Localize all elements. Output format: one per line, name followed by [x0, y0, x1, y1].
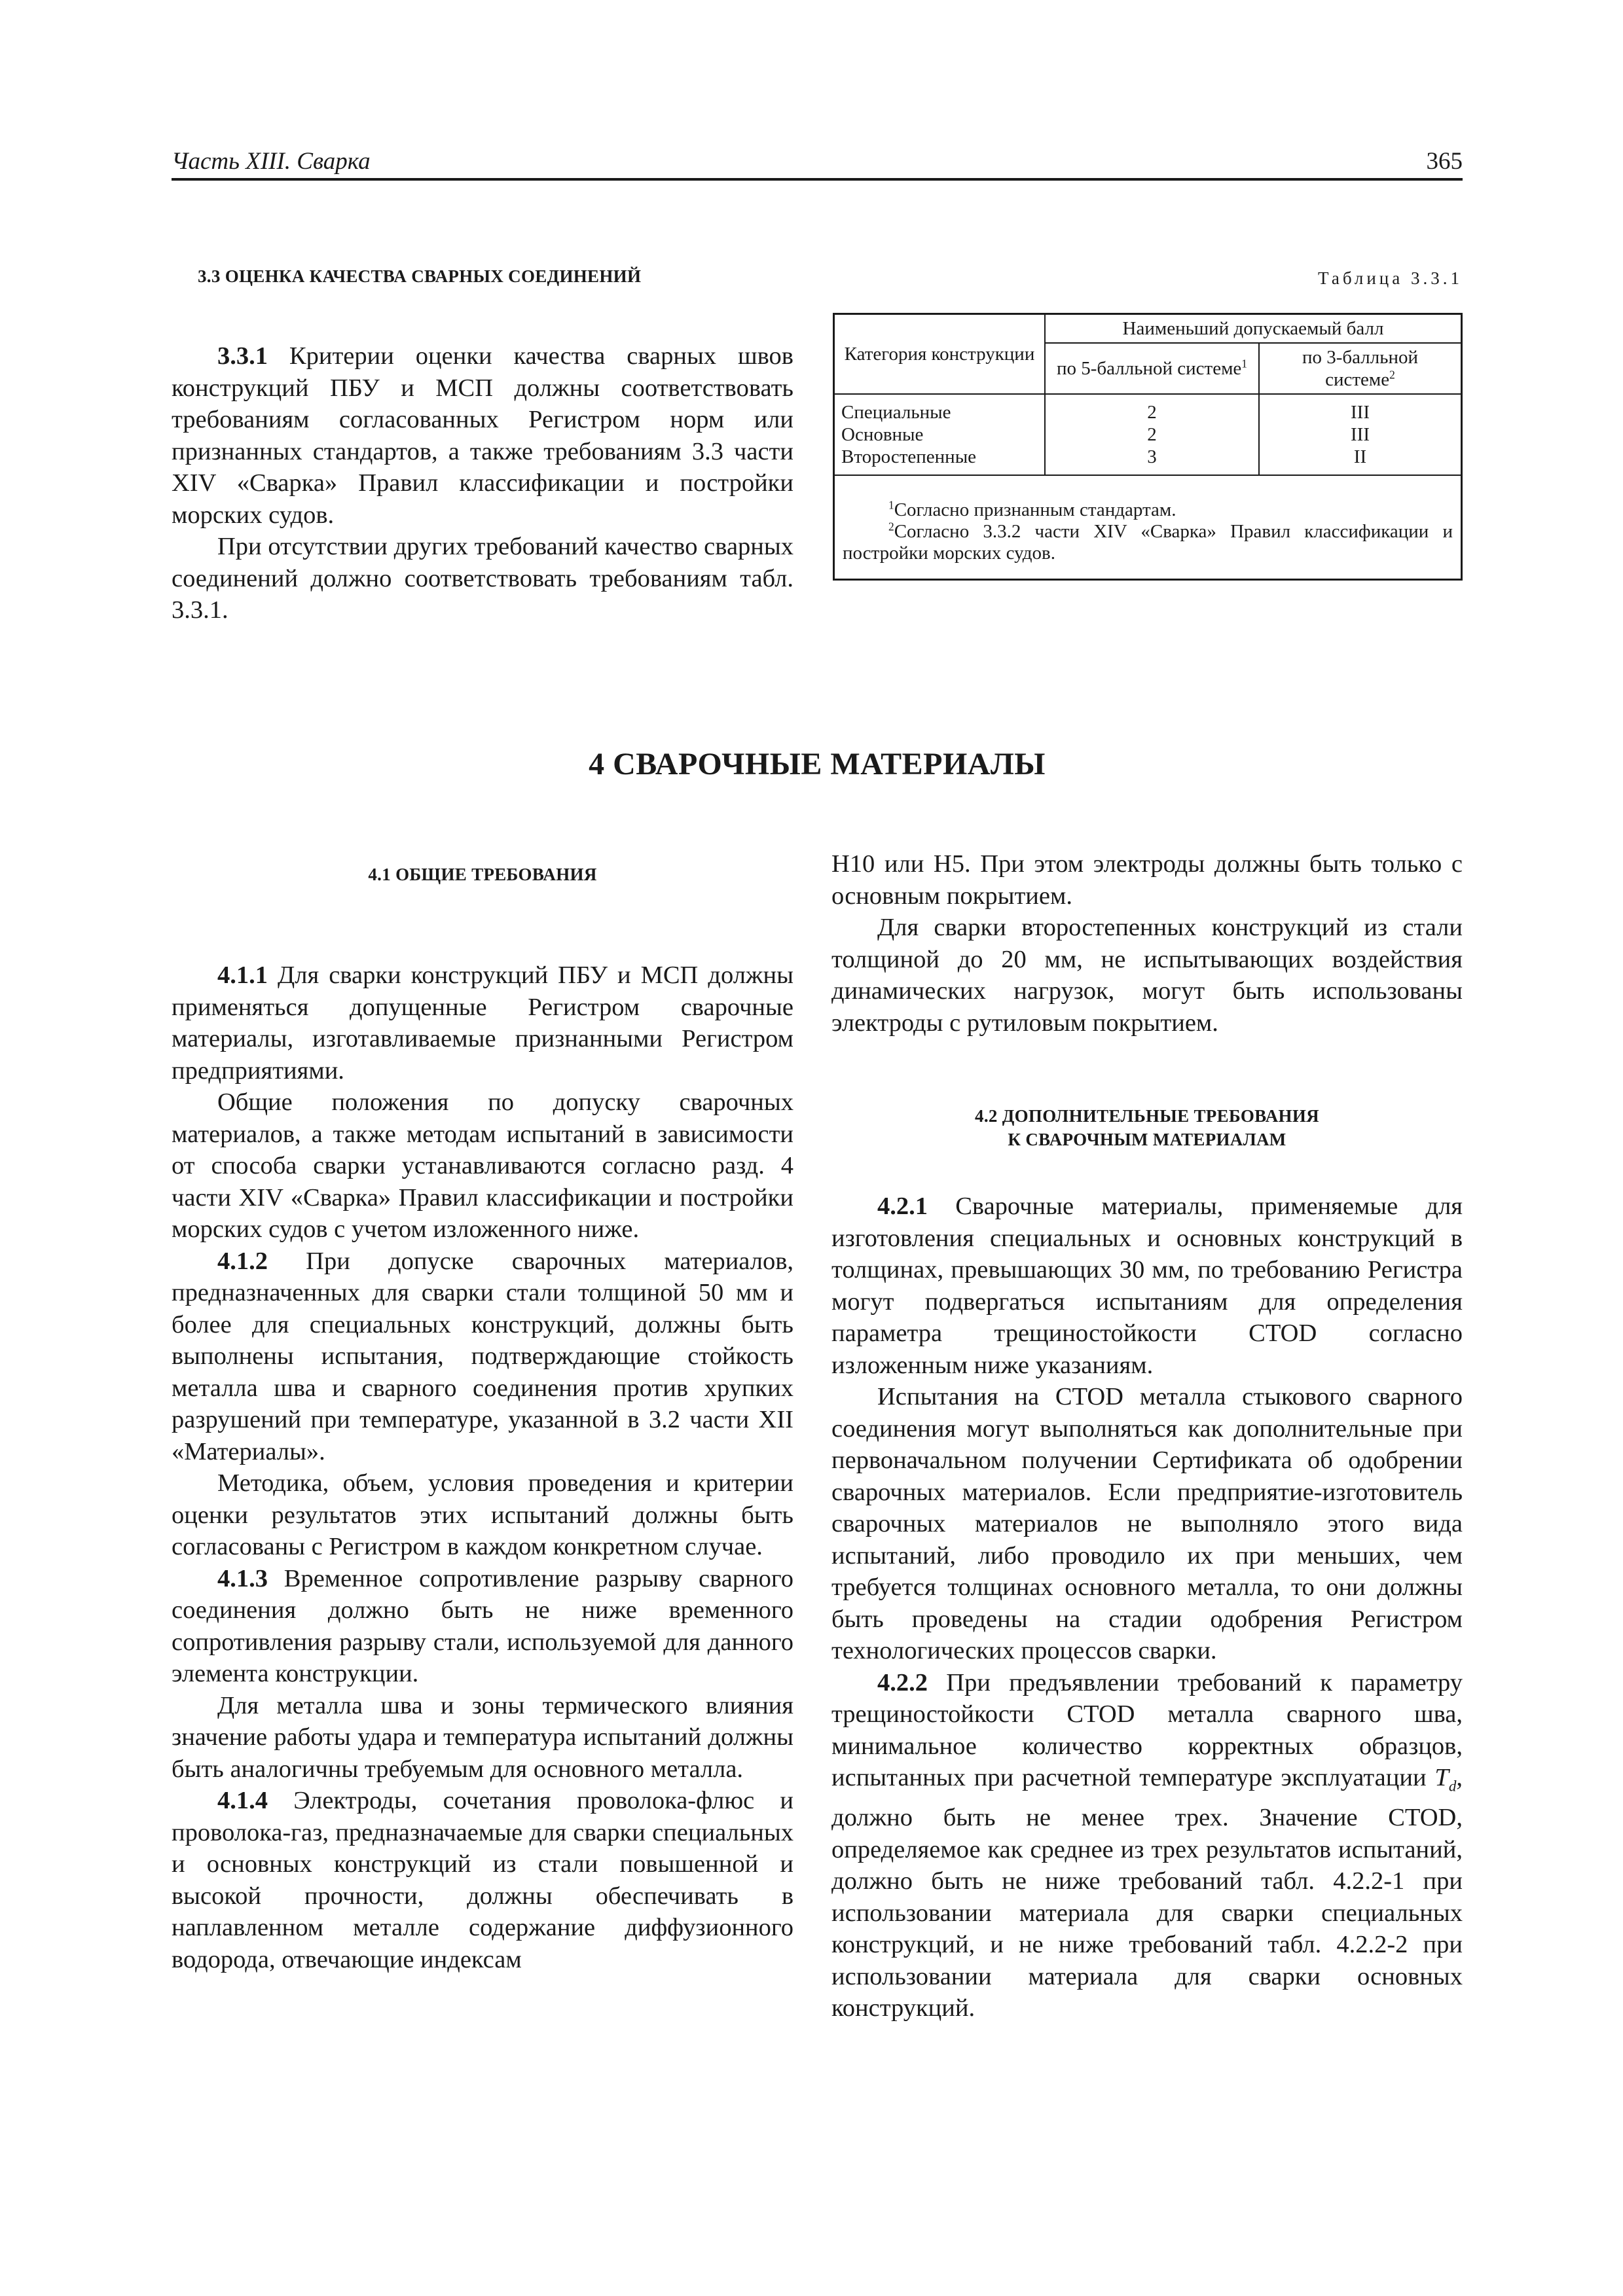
cell-value: II: [1353, 446, 1367, 467]
footnote-text: Согласно 3.3.2 части XIV «Сварка» Правил классификации и постройки морских судов.: [843, 521, 1453, 564]
cell-value: 3: [1147, 446, 1157, 467]
footnote-1: [843, 499, 1453, 521]
cell-value: III: [1351, 424, 1370, 445]
footnote-mark: 2: [888, 520, 894, 533]
paragraph-4-2-1: [831, 1191, 1463, 1381]
footnote-mark: 1: [1241, 357, 1247, 370]
three-point-column: [1259, 394, 1461, 475]
td-subscript: d: [1448, 1777, 1457, 1795]
clause-number: 4.1.3: [217, 1564, 268, 1592]
paragraph-text: Сварочные материалы, применяемые для изготовления специальных и основных конструкций в толщинах, превышающих 30 мм, по требованию Регистра могут подвергаться испытаниям для определения параметра трещиностойкости CTOD согласно изложенным ниже указаниям.: [831, 1193, 1463, 1379]
header-rule: [172, 178, 1463, 181]
paragraph-text: При допуске сварочных материалов, предназначенных для сварки стали толщиной 50 мм и более для специальных конструкций, должны быть выполнены испытания, подтверждающие стойкость металла шва и сварного соединения против хрупких разрушений при температуре, указанной в 3.2 части XII «Материалы».: [172, 1247, 793, 1465]
paragraph-text: , должно быть не менее трех. Значение CTOD, определяемое как среднее из трех результатов испытаний, должно быть не ниже требований табл. 4.2.2-1 при использовании материала для сварки специальных конструкций, и не ниже требований табл. 4.2.2-2 при использовании материала для сварки основных конструкций.: [831, 1764, 1463, 2022]
paragraph-text: Критерии оценки качества сварных швов конструкций ПБУ и МСП должны соответствовать требованиям согласованных Регистром норм или признанных стандартов, а также требованиям 3.3 части XIV «Сварка» Правил классификации и постройки морских судов.: [172, 342, 793, 529]
paragraph: Для металла шва и зоны термического влияния значение работы удара и температура испытаний должны быть аналогичны требуемым для основного металла.: [172, 1691, 793, 1783]
right-column: [831, 848, 1463, 2024]
five-point-column: [1045, 394, 1259, 475]
paragraph-text: При предъявлении требований к параметру трещиностойкости CTOD металла сварного шва, минимальное количество корректных образцов, испытанных при расчетной температуре эксплуатации: [831, 1668, 1463, 1791]
section-3-3: [172, 264, 793, 626]
header-category: Категория конструкции: [835, 315, 1045, 394]
section-title: 3.3 ОЦЕНКА КАЧЕСТВА СВАРНЫХ СОЕДИНЕНИЙ: [198, 266, 642, 286]
clause-number: 4.1.4: [217, 1787, 268, 1814]
paragraph: Для сварки второстепенных конструкций из стали толщиной до 20 мм, не испытывающих воздействия динамических нагрузок, могут быть использованы электроды с рутиловым покрытием.: [831, 914, 1463, 1037]
paragraph-4-1-4: [172, 1785, 793, 1975]
section-title: 4.1 ОБЩИЕ ТРЕБОВАНИЯ: [368, 865, 597, 884]
cell-category: Специальные: [841, 402, 951, 423]
paragraph: Методика, объем, условия проведения и критерии оценки результатов этих испытаний должны быть согласованы с Регистром в каждом конкретном случае.: [172, 1469, 793, 1560]
section-4-2-title: [831, 1104, 1463, 1151]
paragraph-continuation: H10 или H5. При этом электроды должны быть только с основным покрытием.: [831, 850, 1463, 910]
paragraph-4-1-2: [172, 1246, 793, 1468]
table-3-3-1: [833, 313, 1463, 581]
section-4-1: [172, 863, 793, 1975]
clause-number: 4.1.1: [217, 961, 268, 989]
header-group: Наименьший допускаемый балл: [1045, 315, 1461, 343]
section-title-line: К СВАРОЧНЫМ МАТЕРИАЛАМ: [1008, 1130, 1286, 1149]
paragraph-text: Для сварки конструкций ПБУ и МСП должны применяться допущенные Регистром сварочные материалы, изготавливаемые признанными Регистром предприятиями.: [172, 961, 793, 1085]
paragraph: При отсутствии других требований качество сварных соединений должно соответствовать требованиям табл. 3.3.1.: [172, 533, 793, 624]
clause-number: 4.2.2: [877, 1668, 928, 1696]
chapter-title: 4 СВАРОЧНЫЕ МАТЕРИАЛЫ: [589, 747, 1046, 781]
paragraph-4-1-3: [172, 1563, 793, 1690]
header-5-point-text: по 5-балльной системе: [1057, 358, 1242, 379]
cell-value: III: [1351, 402, 1370, 423]
footnote-2: [843, 521, 1453, 564]
running-title: Часть XIII. Сварка: [172, 148, 371, 175]
clause-number: 4.1.2: [217, 1247, 268, 1275]
section-title-line: 4.2 ДОПОЛНИТЕЛЬНЫЕ ТРЕБОВАНИЯ: [975, 1106, 1319, 1126]
footnote-text: Согласно признанным стандартам.: [894, 499, 1176, 520]
paragraph: Общие положения по допуску сварочных материалов, а также методам испытаний в зависимости от способа сварки устанавливаются согласно разд. 4 части XIV «Сварка» Правил классификации и постройки морских судов с учетом изложенного ниже.: [172, 1088, 793, 1243]
table-footnotes: [835, 475, 1461, 579]
header-3-point: [1259, 343, 1461, 394]
table-row: [835, 394, 1461, 475]
paragraph: Испытания на CTOD металла стыкового сварного соединения могут выполняться как дополнительные при первоначальном получении Сертификата об одобрении сварочных материалов. Если предприятие-изготовитель сварочных материалов не выполняло этого вида испытаний, либо проводило их при меньших, чем требуется толщинах основного металла, то они должны быть проведены на стадии одобрения Регистром технологических процессов сварки.: [831, 1383, 1463, 1664]
cell-value: 2: [1147, 424, 1157, 445]
cell-category: Основные: [841, 424, 924, 445]
footnote-mark: 2: [1389, 368, 1395, 382]
paragraph-4-1-1: [172, 960, 793, 1086]
page-number: 365: [1426, 148, 1463, 175]
td-symbol: T: [1434, 1764, 1449, 1791]
clause-number: 3.3.1: [217, 342, 268, 370]
cell-value: 2: [1147, 402, 1157, 423]
paragraph-3-3-1: [172, 340, 793, 531]
paragraph-text: Электроды, сочетания проволока-флюс и проволока-газ, предназначаемые для сварки специальных и основных конструкций из стали повышенной и высокой прочности, должны обеспечивать в наплавленном металле содержание диффузионного водорода, отвечающие индексам: [172, 1787, 793, 1973]
header-3-point-text: по 3-балльной системе: [1302, 347, 1419, 390]
header-5-point: [1045, 343, 1259, 394]
table-caption: Таблица 3.3.1: [1318, 268, 1463, 288]
footnote-mark: 1: [888, 498, 894, 512]
paragraph-4-2-2: [831, 1667, 1463, 2024]
cell-category: Второстепенные: [841, 446, 977, 467]
page-header: [172, 143, 1463, 179]
category-column: [835, 394, 1045, 475]
paragraph-text: Временное сопротивление разрыву сварного соединения должно быть не ниже временного сопротивления разрыву стали, используемой для данного элемента конструкции.: [172, 1564, 793, 1687]
clause-number: 4.2.1: [877, 1193, 928, 1220]
